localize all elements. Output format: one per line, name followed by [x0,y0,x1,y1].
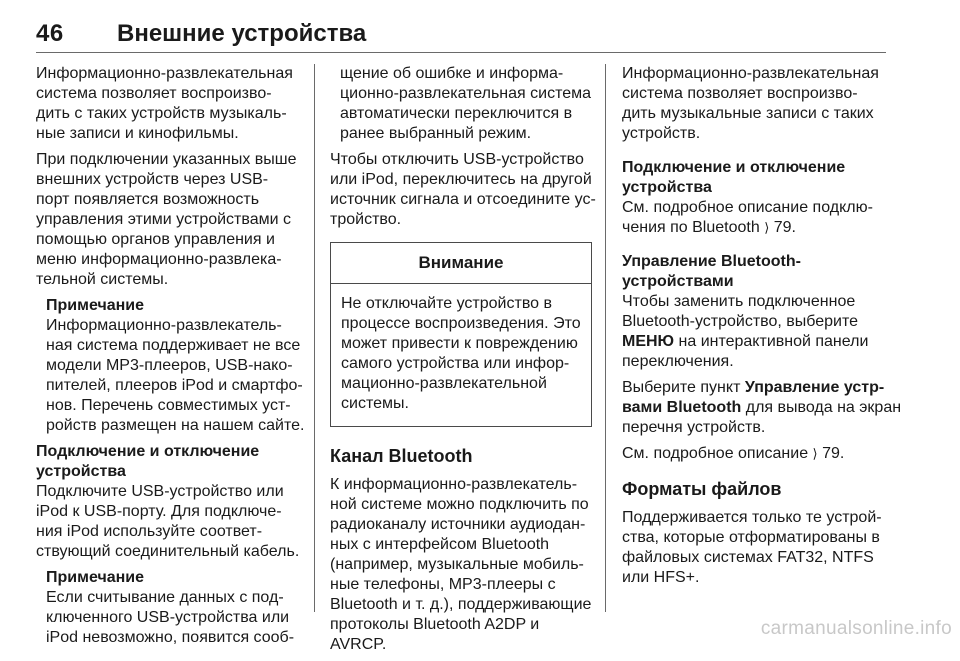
paragraph [622,378,902,438]
text-line: (например, музыкальные мобиль- [330,556,584,573]
text-line: процессе воспроизведения. Это [341,315,581,332]
note-block [46,568,308,648]
text-line: Информационно-развлекательная [36,65,293,82]
note-block [46,296,308,436]
text-line [622,378,888,398]
menu-term: Управление устр- [744,379,885,396]
page-reference-icon: ⟩ [764,220,770,235]
inline-text: для вывода на экран [741,399,902,416]
text-line: При подключении указанных выше [36,151,297,168]
text-line: iPod невозможно, появится сооб- [46,629,295,646]
watermark: carmanualsonline.info [760,618,952,639]
inline-text: Выберите пункт [622,379,745,396]
paragraph [622,444,888,464]
column-divider-2 [605,64,606,612]
menu-term: вами Bluetooth [622,399,742,416]
text-line: переключения. [622,353,734,370]
subheading [36,442,308,482]
text-line: автоматически переключится в [340,105,573,122]
text-line [622,218,888,238]
text-line: протоколы Bluetooth A2DP и [330,616,540,633]
subheading [622,252,888,292]
paragraph [622,292,888,372]
column-2 [330,64,596,661]
text-line: помощью органов управления и [36,231,275,248]
text-line: нов. Перечень совместимых уст- [46,397,291,414]
note-title: Примечание [46,569,145,586]
menu-term: МЕНЮ [622,333,675,350]
text-line: Bluetooth-устройство, выберите [622,313,859,330]
text-line: ключенного USB-устройства или [46,609,290,626]
warning-body [331,284,591,426]
text-line: ная система поддерживает не все [46,337,301,354]
paragraph [36,482,308,562]
text-line: тройство. [330,211,402,228]
subheading-line: Подключение и отключение [36,443,260,460]
subheading-line: устройствами [622,273,734,290]
subheading-line: Управление Bluetooth- [622,253,801,270]
note-continuation [340,64,592,144]
page-header [36,20,886,54]
subheading [622,158,888,198]
text-line: AVRCP. [330,636,387,653]
text-line: система позволяет воспроизво- [36,85,272,102]
text-line: модели MP3-плееров, USB-нако- [46,357,293,374]
text-line: мационно-развлекательной [341,375,547,392]
text-line: система позволяет воспроизво- [622,85,858,102]
text-line: Bluetooth и т. д.), поддерживающие [330,596,592,613]
text-line: радиоканалу источники аудиодан- [330,516,586,533]
text-line: источник сигнала и отсоедините ус- [330,191,596,208]
text-line: дить музыкальные записи с таких [622,105,874,122]
text-line: ных с интерфейсом Bluetooth [330,536,550,553]
section-heading-bluetooth: Канал Bluetooth [330,446,473,466]
note-title: Примечание [46,297,145,314]
warning-title: Внимание [331,243,591,284]
column-divider-1 [314,64,315,612]
warning-box [330,242,592,427]
subheading-line: устройства [36,463,126,480]
paragraph [622,64,888,144]
text-line: устройств. [622,125,701,142]
paragraph [622,508,888,588]
text-line: ства, которые отформатированы в [622,529,880,546]
text-line: Если считывание данных с под- [46,589,284,606]
inline-text: См. подробное описание [622,445,813,462]
text-line: перечня устройств. [622,419,766,436]
text-line: Подключите USB-устройство или [36,483,284,500]
text-line: тельной системы. [36,271,169,288]
page-reference[interactable]: 79. [822,445,845,462]
page-reference-icon: ⟩ [812,446,818,461]
section-heading-file-formats: Форматы файлов [622,479,782,499]
text-line: iPod к USB-порту. Для подключе- [36,503,282,520]
text-line: системы. [341,395,409,412]
text-line: пителей, плееров iPod и смартфо- [46,377,303,394]
text-line [622,398,902,418]
inline-text: чения по Bluetooth [622,219,765,236]
text-line: Не отключайте устройство в [341,295,552,312]
page-title: Внешние устройства [117,20,367,47]
text-line: ствующий соединительный кабель. [36,543,300,560]
text-line: ные телефоны, MP3-плееры с [330,576,556,593]
text-line: ционно-развлекательная система [340,85,592,102]
text-line: самого устройства или инфор- [341,355,570,372]
subheading-line: Подключение и отключение [622,159,846,176]
text-line: внешних устройств через USB- [36,171,269,188]
header-rule [36,52,886,53]
text-line: ной системе можно подключить по [330,496,589,513]
inline-text: на интерактивной панели [674,333,869,350]
paragraph [330,150,596,230]
page-reference[interactable]: 79. [773,219,796,236]
page-number: 46 [36,20,64,47]
text-line: Поддерживается только те устрой- [622,509,882,526]
text-line: управления этими устройствами с [36,211,291,228]
text-line: Информационно-развлекатель- [46,317,282,334]
subheading-line: устройства [622,179,712,196]
text-line: ные записи и кинофильмы. [36,125,239,142]
text-line: или HFS+. [622,569,700,586]
text-line: ния iPod используйте соответ- [36,523,263,540]
paragraph [36,64,308,144]
paragraph [36,150,308,290]
text-line: Чтобы отключить USB-устройство [330,151,584,168]
text-line: ранее выбранный режим. [340,125,532,142]
text-line [622,444,888,464]
text-line: файловых системах FAT32, NTFS [622,549,874,566]
text-line: См. подробное описание подклю- [622,199,873,216]
text-line [622,332,888,352]
text-line: дить с таких устройств музыкаль- [36,105,287,122]
column-3 [622,64,902,594]
text-line: Чтобы заменить подключенное [622,293,856,310]
text-line: ройств размещен на нашем сайте. [46,417,305,434]
paragraph [622,198,888,238]
text-line: меню информационно-развлека- [36,251,282,268]
text-line: Информационно-развлекательная [622,65,879,82]
text-line: щение об ошибке и информа- [340,65,564,82]
text-line: К информационно-развлекатель- [330,476,578,493]
paragraph [330,475,592,655]
text-line: может привести к повреждению [341,335,578,352]
column-1 [36,64,308,654]
text-line: порт появляется возможность [36,191,260,208]
text-line: или iPod, переключитесь на другой [330,171,592,188]
